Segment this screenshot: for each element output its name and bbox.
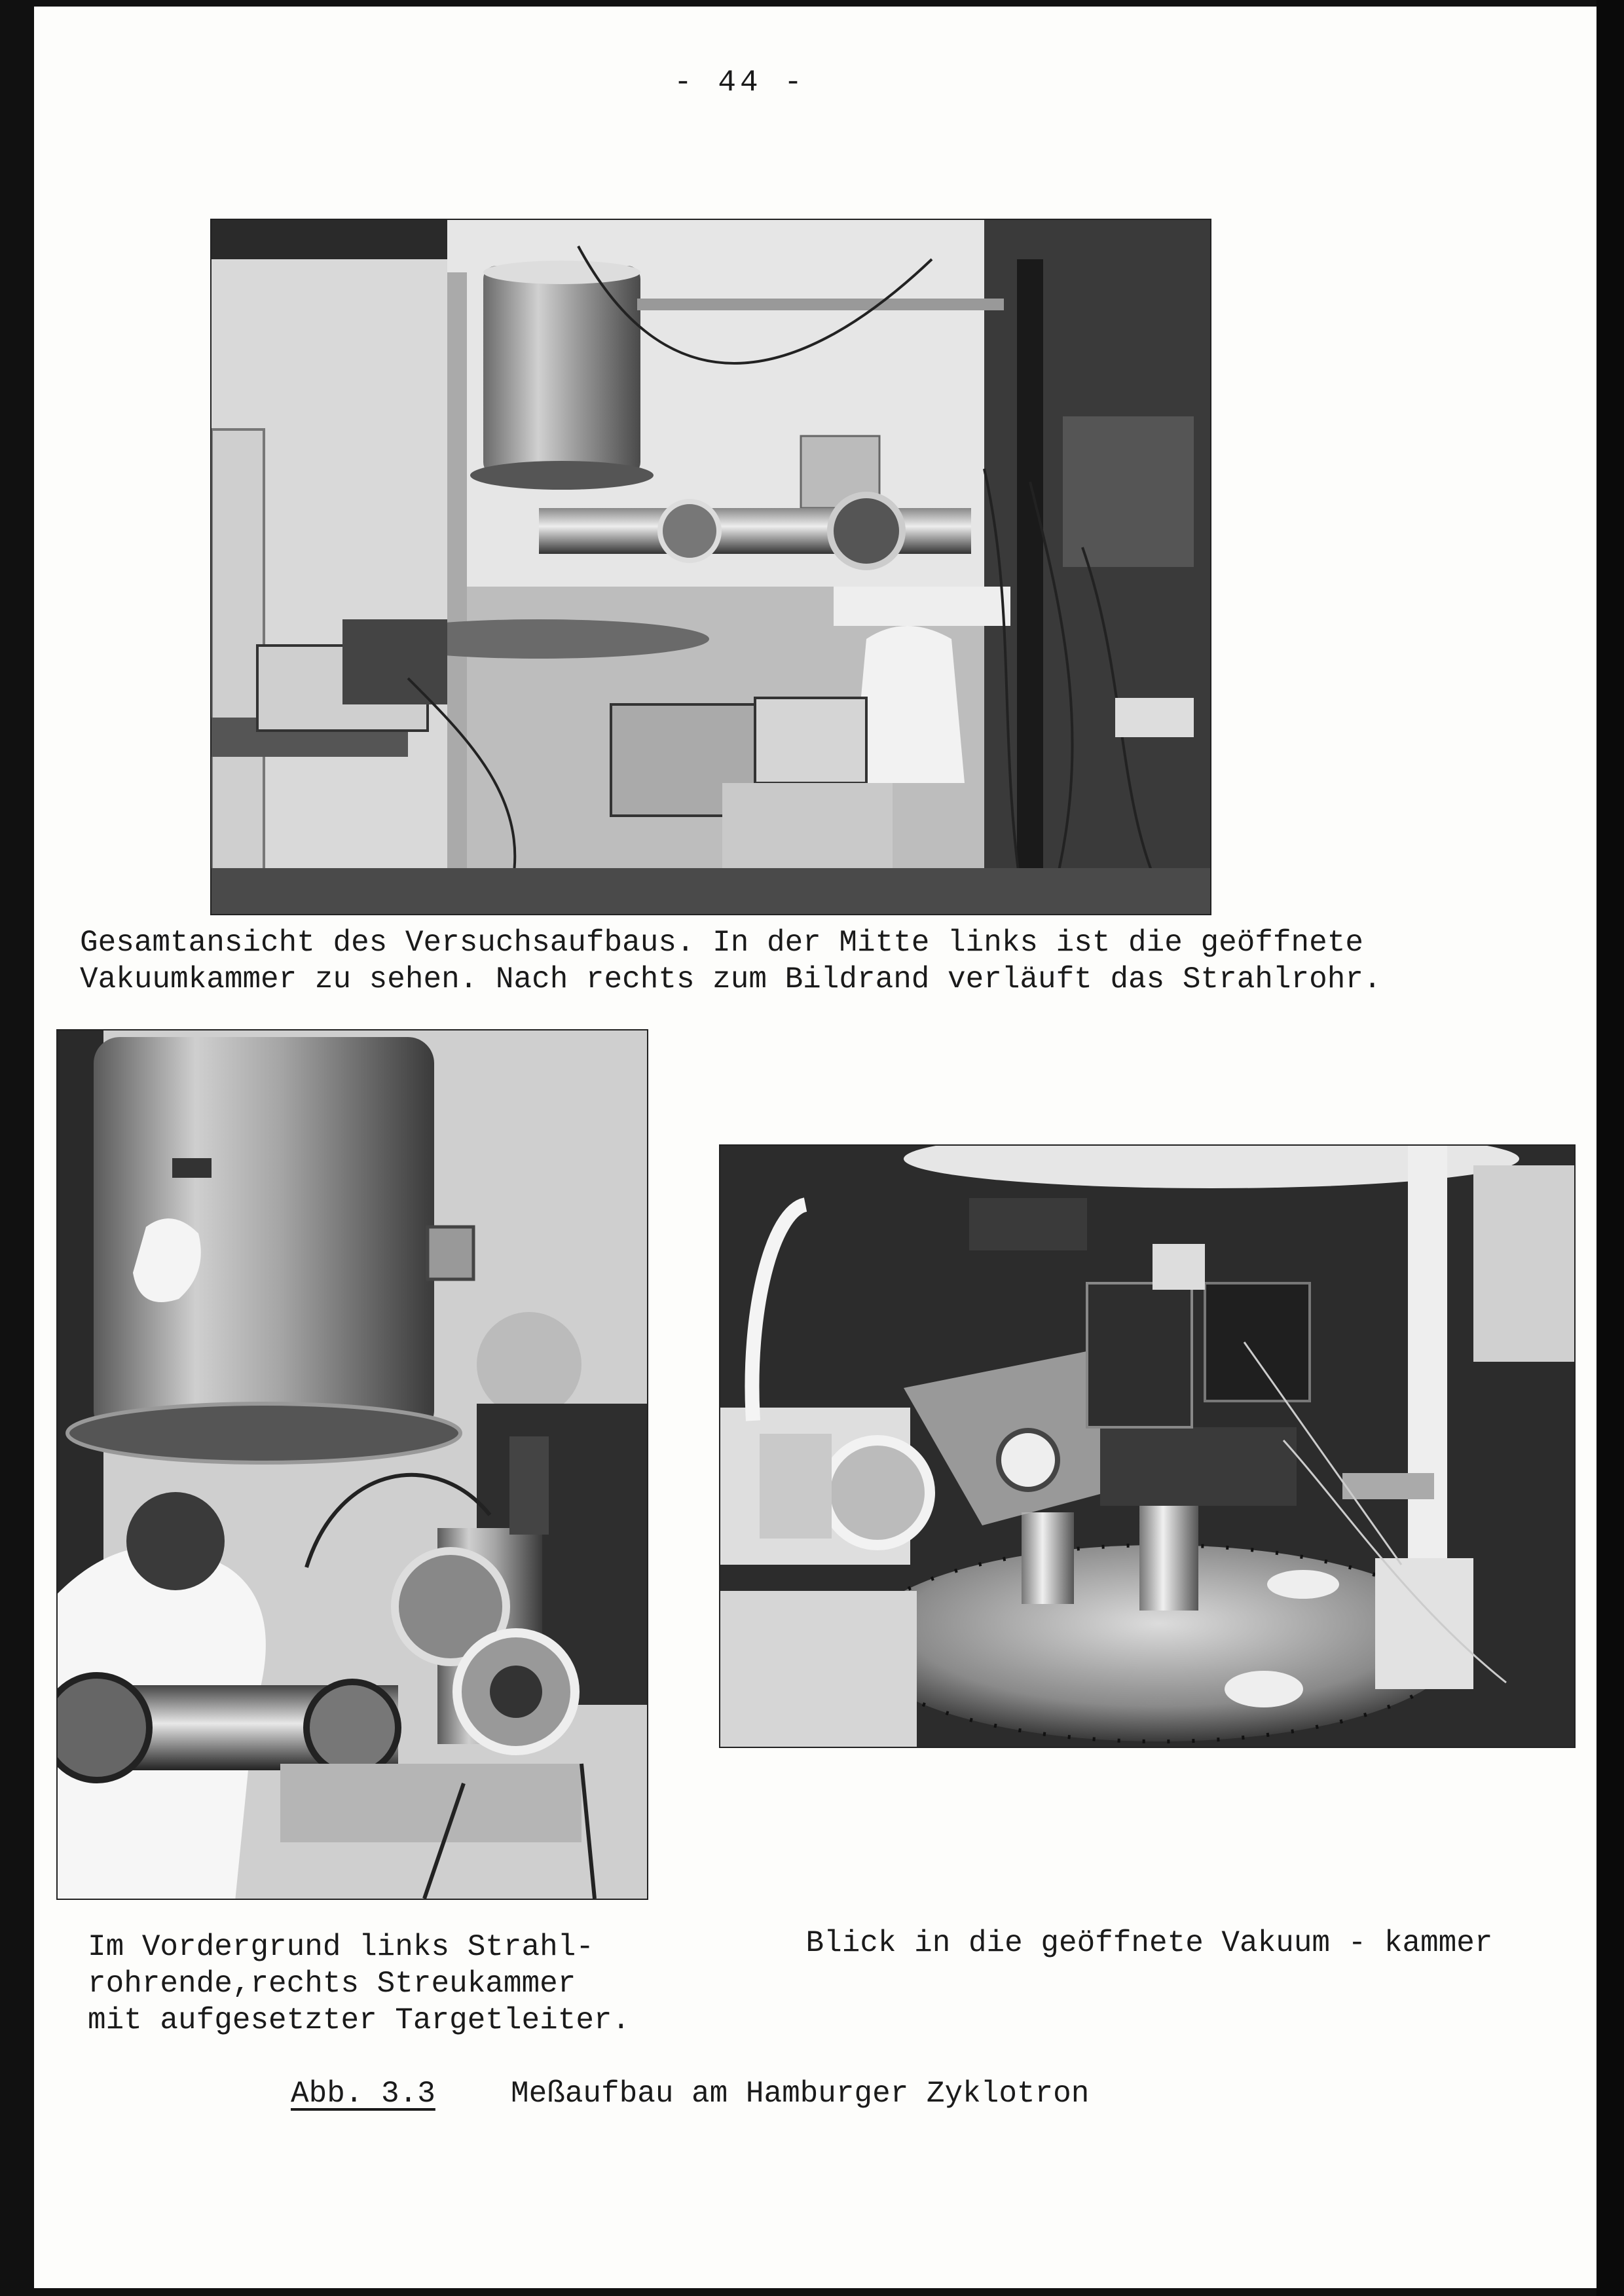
caption-opened-vacuum-chamber: Blick in die geöffnete Vakuum - kammer (805, 1926, 1493, 1960)
caption-setup-overview: Gesamtansicht des Versuchsaufbaus. In der Mitte links ist die geöffnete Vakuumkammer zu sehen. Nach rechts zum Bildrand verläuft das Strahlrohr. (80, 926, 1382, 996)
page-number: - 44 - (674, 65, 806, 100)
scan-border (1596, 0, 1624, 2296)
photo-experimental-setup-overview (212, 220, 1210, 914)
photo-opened-vacuum-chamber (720, 1146, 1574, 1747)
figure-title: Meßaufbau am Hamburger Zyklotron (511, 2077, 1090, 2111)
photo-beam-pipe-scattering-chamber (58, 1030, 647, 1899)
caption-beam-pipe-scattering-chamber: Im Vordergrund links Strahl- rohrende,rechts Streukammer mit aufgesetzter Targetleiter. (88, 1930, 631, 2037)
figure-label: Abb. 3.3 (291, 2077, 435, 2111)
